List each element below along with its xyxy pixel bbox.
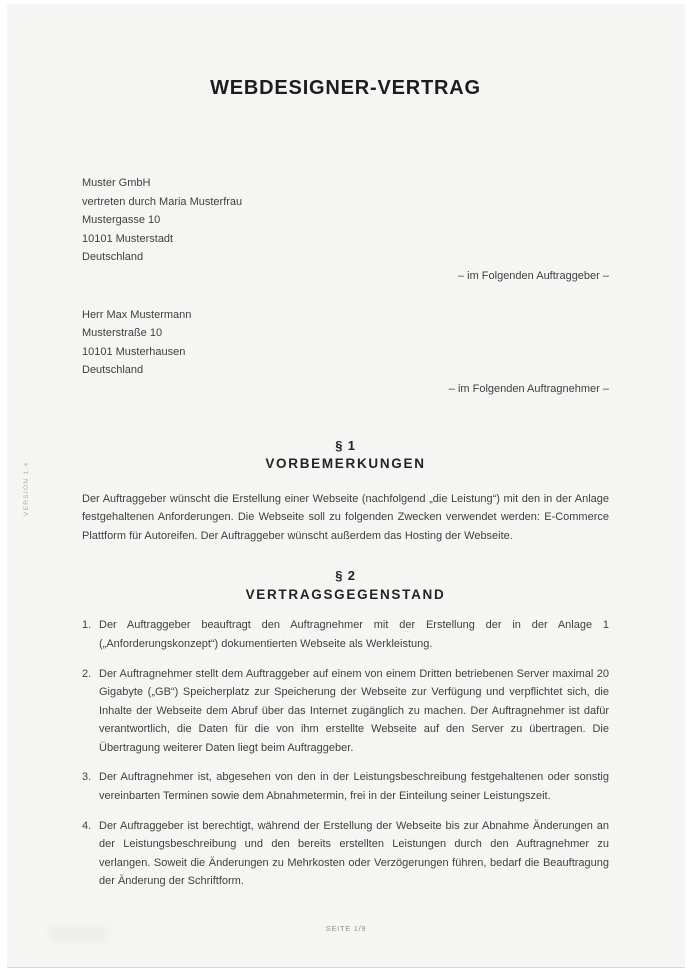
client-representative: vertreten durch Maria Musterfrau bbox=[82, 195, 243, 208]
clause-2-text: Der Auftragnehmer stellt dem Auftraggeber auf einem von einem Dritten betriebenen Server maximal 20 Gigabyte („GB“) Speicherplatz zur Speicherung der Webseite zur Verfügung und verpflichtet sich, die Inhalte der Webseite dem Abruf über das Internet zugänglich zu machen. Der Auftragnehmer ist dafür verantwortlich, die Daten für die von ihm erstellte Webseite auf den Server zu übertragen. Die Übertragung weiterer Daten liegt beim Auftraggeber. bbox=[99, 667, 609, 754]
contractor-address-block bbox=[82, 306, 609, 399]
clause-4-number: 4. bbox=[82, 819, 92, 832]
section-2-number: § 2 bbox=[335, 568, 356, 584]
section-2-title: VERTRAGSGEGENSTAND bbox=[245, 586, 446, 602]
clause-1-text: Der Auftraggeber beauftragt den Auftragnehmer mit der Erstellung der in der Anlage 1 („Anforderungskonzept“) dokumentierten Webseite als Werkleistung. bbox=[99, 619, 609, 650]
contractor-name: Herr Max Mustermann bbox=[82, 308, 192, 321]
clause-item-3 bbox=[82, 768, 609, 805]
client-city: 10101 Musterstadt bbox=[82, 232, 174, 245]
section-1-heading bbox=[82, 437, 609, 474]
document-page bbox=[7, 4, 685, 967]
clause-1-number: 1. bbox=[82, 619, 92, 632]
clause-3-text: Der Auftragnehmer ist, abgesehen von den in der Leistungsbeschreibung festgehaltenen oder sonstig vereinbarten Terminen sowie dem Abnahmetermin, frei in der Einteilung seiner Leistungszeit. bbox=[99, 771, 609, 803]
contractor-country: Deutschland bbox=[82, 364, 144, 377]
clause-3-number: 3. bbox=[82, 771, 92, 784]
document-content bbox=[82, 4, 609, 891]
contractor-street: Musterstraße 10 bbox=[82, 327, 163, 340]
section-1-paragraph: Der Auftraggeber wünscht die Erstellung einer Webseite (nachfolgend „die Leistung“) mit den in der Anlage festgehaltenen Anforderungen. Die Webseite soll zu folgenden Zwecken verwendet werden: E-Commerce Plattform für Autoreifen. Der Auftraggeber wünscht außerdem das Hosting der Webseite. bbox=[82, 492, 609, 542]
clause-item-4 bbox=[82, 817, 609, 891]
client-street: Mustergasse 10 bbox=[82, 214, 161, 227]
client-company: Muster GmbH bbox=[82, 177, 151, 189]
page-number-footer: SEITE 1/9 bbox=[325, 924, 367, 933]
clause-item-2 bbox=[82, 665, 609, 758]
clause-2-number: 2. bbox=[82, 667, 92, 680]
contractor-city: 10101 Musterhausen bbox=[82, 345, 186, 358]
client-address-block bbox=[82, 174, 609, 286]
contractor-designation: – im Folgenden Auftragnehmer – bbox=[448, 382, 609, 395]
contract-title: WEBDESIGNER-VERTRAG bbox=[210, 77, 481, 99]
clause-4-text: Der Auftraggeber ist berechtigt, während der Erstellung der Webseite bis zur Abnahme Änderungen an der Leistungsbeschreibung und den bereits erstellten Leistungen durch den Auftragnehmer zu verlangen. Soweit die Änderungen zu Mehrkosten oder Verzögerungen führen, bedarf die Beauftragung der Änderung der Schriftform. bbox=[99, 819, 609, 888]
client-country: Deutschland bbox=[82, 251, 144, 264]
clause-item-1 bbox=[82, 616, 609, 653]
section-1-title: VORBEMERKUNGEN bbox=[265, 456, 426, 472]
section-2-clause-list bbox=[82, 616, 609, 891]
section-1-number: § 1 bbox=[335, 437, 356, 453]
section-2-heading bbox=[82, 567, 609, 604]
client-designation: – im Folgenden Auftraggeber – bbox=[457, 269, 609, 282]
version-side-label: VERSION 1.4 bbox=[23, 461, 30, 516]
